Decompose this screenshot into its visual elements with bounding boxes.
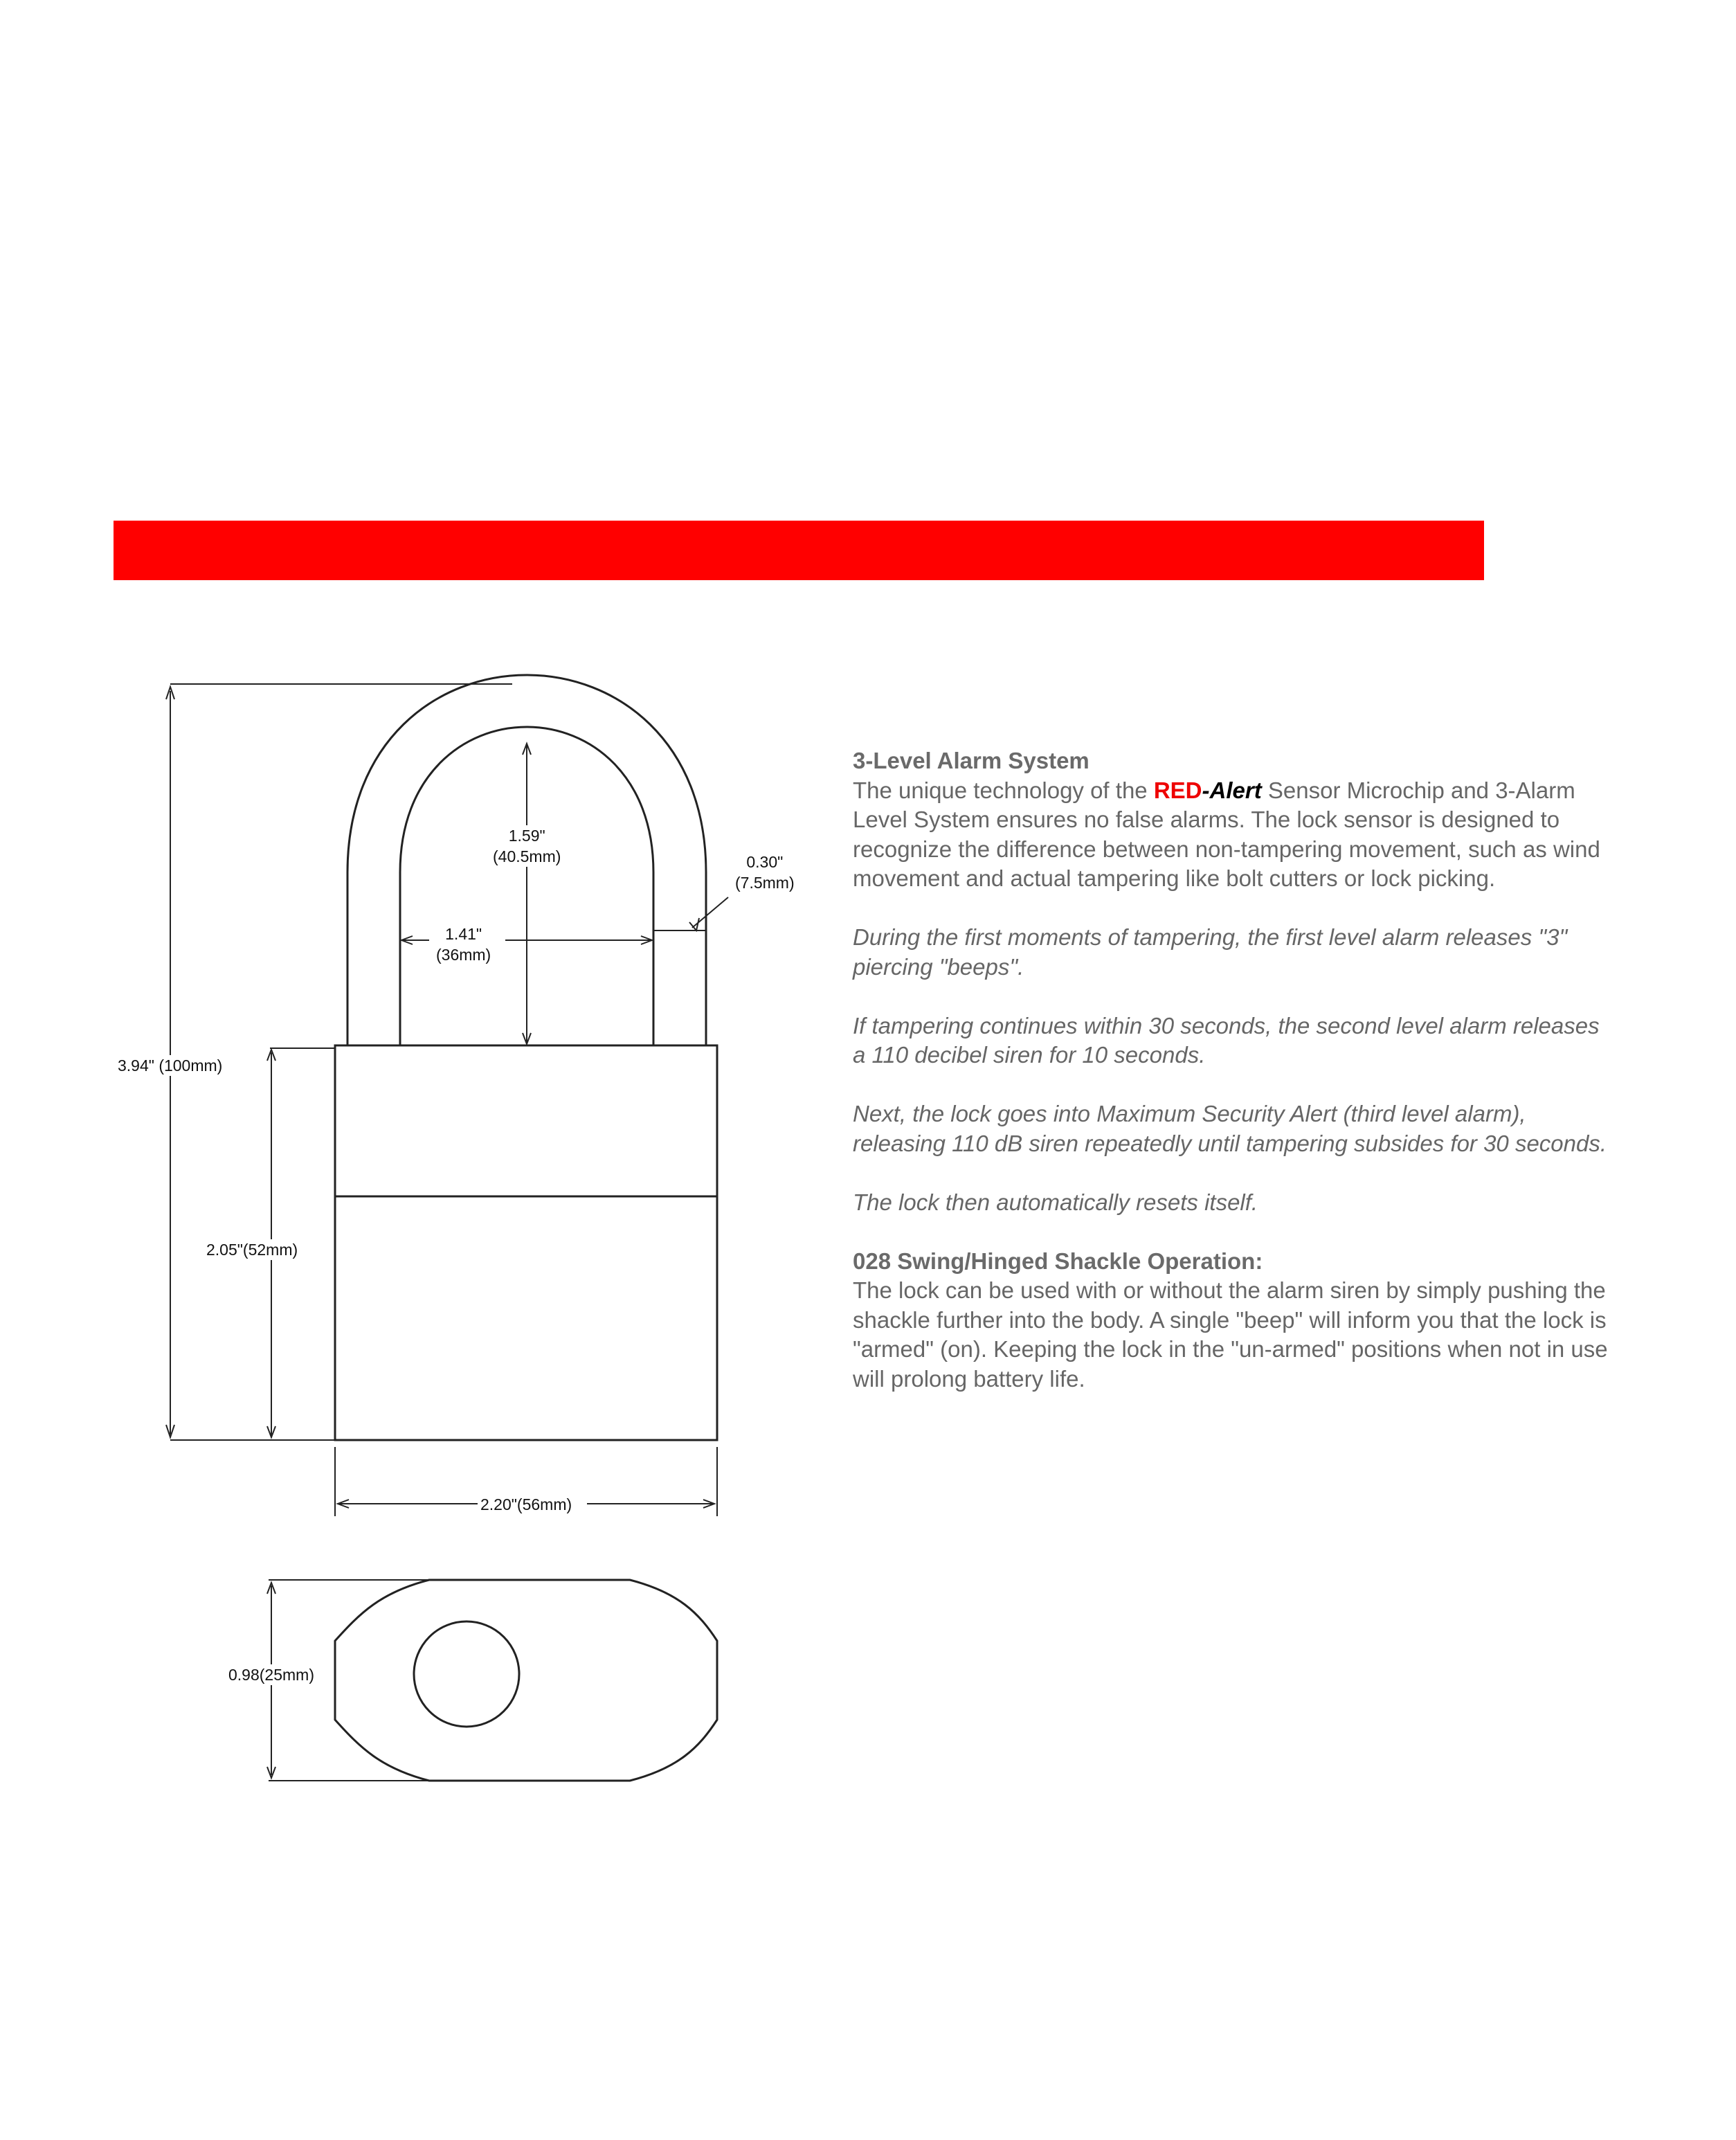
alarm-level-1: During the first moments of tampering, the first level alarm releases "3" piercing "beeps". xyxy=(853,924,1568,980)
intro-text: The unique technology of the xyxy=(853,777,1154,803)
shackle-operation-heading: 028 Swing/Hinged Shackle Operation: xyxy=(853,1248,1263,1274)
alarm-intro-paragraph xyxy=(853,776,1614,894)
alarm-system-heading: 3-Level Alarm System xyxy=(853,748,1089,773)
dim-label-shackle-height xyxy=(493,825,561,867)
dim-label-body-depth: 0.98(25mm) xyxy=(228,1666,314,1684)
alarm-level-2: If tampering continues within 30 seconds, the second level alarm releases a 110 decibel siren for 10 seconds. xyxy=(853,1012,1600,1068)
dim-mm: (36mm) xyxy=(436,946,491,964)
alarm-level-3: Next, the lock goes into Maximum Security Alert (third level alarm), releasing 110 dB siren repeatedly until tampering subsides for 30 seconds. xyxy=(853,1101,1607,1156)
shackle-operation-text: The lock can be used with or without the alarm siren by simply pushing the shackle further into the body. A single "beep" will inform you that the lock is "armed" (on). Keeping the lock in the "un-armed" positions when not in use will prolong battery life. xyxy=(853,1277,1608,1392)
dim-mm: (40.5mm) xyxy=(493,847,561,865)
dim-inch: 1.59" xyxy=(508,827,545,845)
shackle-height-dimension xyxy=(523,744,531,1044)
shackle-thickness-dimension xyxy=(653,897,728,930)
alarm-reset-note: The lock then automatically resets itself. xyxy=(853,1189,1258,1215)
intro-text-cont: Sensor Microchip and 3-Alarm Level System ensures no false alarms. The lock sensor is designed to recognize the difference between non-tampering movement, such as wind movement and actual tampering like bolt cutters or lock picking. xyxy=(853,777,1600,891)
keyhole-circle xyxy=(414,1621,519,1727)
dim-inch: 1.41" xyxy=(445,925,482,943)
dim-label-overall-height: 3.94" (100mm) xyxy=(118,1056,223,1075)
dim-label-body-height: 2.05"(52mm) xyxy=(206,1241,298,1259)
brand-red-text: RED xyxy=(1153,777,1202,803)
dim-label-inner-width xyxy=(436,924,491,965)
lock-body xyxy=(335,1045,717,1440)
dim-mm: (7.5mm) xyxy=(735,874,795,892)
feature-description xyxy=(853,746,1614,1394)
dim-inch: 0.30" xyxy=(746,853,784,871)
dim-label-body-width: 2.20"(56mm) xyxy=(480,1495,572,1513)
lock-bottom-view xyxy=(335,1580,717,1781)
brand-alert-text: -Alert xyxy=(1202,777,1262,803)
dim-label-shackle-thickness xyxy=(735,852,795,893)
